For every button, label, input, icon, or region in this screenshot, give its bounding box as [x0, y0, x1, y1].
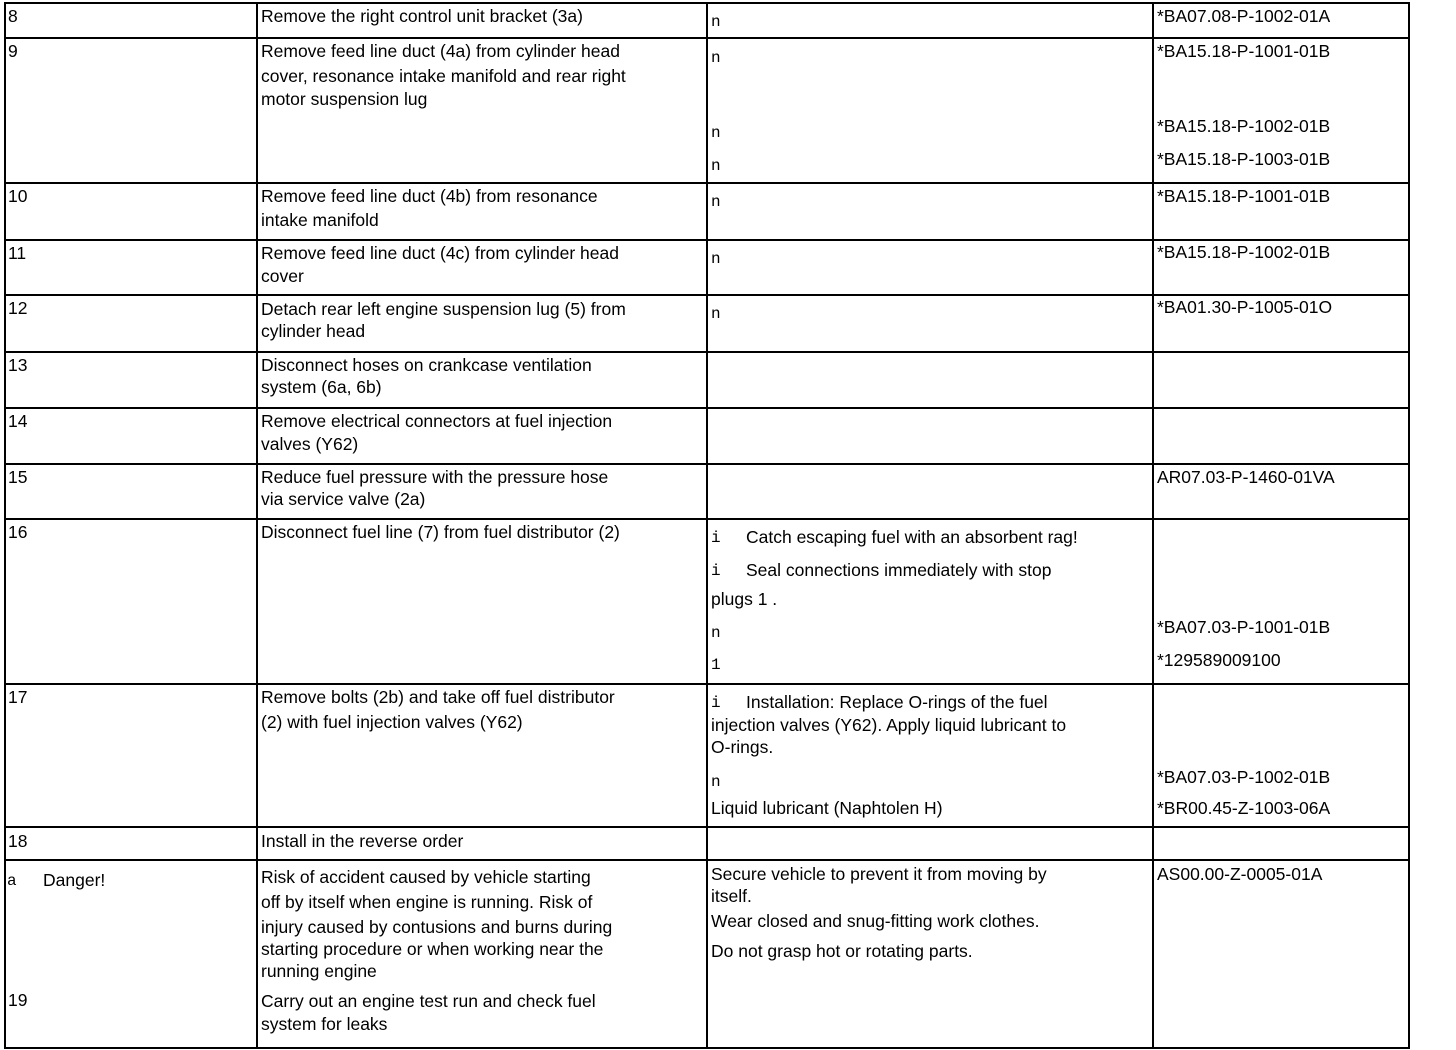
- operation-text: Remove bolts (2b) and take off fuel distributor: [261, 687, 615, 707]
- note-text: injection valves (Y62). Apply liquid lubricant to: [711, 715, 1067, 735]
- step-number: 13: [8, 355, 28, 375]
- danger-measure-text: itself.: [711, 886, 752, 906]
- table-row: [5, 684, 1409, 827]
- info-icon: i: [711, 694, 721, 712]
- step-number: 16: [8, 522, 28, 542]
- table-row: [5, 827, 1409, 860]
- note-symbol: n: [711, 773, 721, 791]
- operation-text: Remove electrical connectors at fuel injection: [261, 411, 613, 431]
- danger-risk-text: injury caused by contusions and burns during: [261, 917, 613, 937]
- operation-text: cover, resonance intake manifold and rear right: [261, 66, 626, 86]
- operation-text: Reduce fuel pressure with the pressure hose: [261, 467, 609, 487]
- table-row: [5, 408, 1409, 464]
- note-text: Installation: Replace O-rings of the fuel: [746, 692, 1048, 712]
- note-symbol: n: [711, 13, 721, 31]
- operation-text: Detach rear left engine suspension lug (5) from: [261, 299, 626, 319]
- reference-link[interactable]: AR07.03-P-1460-01VA: [1157, 467, 1335, 487]
- step-number: 11: [8, 243, 27, 263]
- note-symbol: n: [711, 124, 721, 142]
- table-row: [5, 295, 1409, 352]
- operation-text: (2) with fuel injection valves (Y62): [261, 712, 523, 732]
- operation-text: intake manifold: [261, 210, 379, 230]
- operation-text: via service valve (2a): [261, 489, 426, 509]
- note-text: Catch escaping fuel with an absorbent rag!: [746, 527, 1078, 547]
- note-symbol: 1: [711, 656, 721, 674]
- table-row: [5, 3, 1409, 38]
- reference-link[interactable]: *BA01.30-P-1005-01O: [1157, 297, 1333, 317]
- operation-text: Disconnect fuel line (7) from fuel distributor (2): [261, 522, 620, 542]
- reference-link[interactable]: *BA15.18-P-1003-01B: [1157, 149, 1331, 169]
- operation-text: Remove feed line duct (4b) from resonance: [261, 186, 598, 206]
- warning-icon: a: [7, 872, 17, 890]
- operation-text: Install in the reverse order: [261, 831, 464, 851]
- note-symbol: n: [711, 305, 721, 323]
- reference-link[interactable]: *BA07.03-P-1002-01B: [1157, 767, 1331, 787]
- note-text: plugs 1 .: [711, 589, 778, 609]
- step-number: 18: [8, 831, 28, 851]
- operation-text: system (6a, 6b): [261, 377, 382, 397]
- operation-text: Remove feed line duct (4c) from cylinder head: [261, 243, 619, 263]
- table-row: [5, 860, 1409, 1048]
- danger-risk-text: starting procedure or when working near the: [261, 939, 604, 959]
- reference-link[interactable]: *BA15.18-P-1002-01B: [1157, 242, 1331, 262]
- table-row: [5, 519, 1409, 684]
- note-symbol: n: [711, 250, 721, 268]
- operation-text: Carry out an engine test run and check fuel: [261, 991, 596, 1011]
- reference-link[interactable]: *129589009100: [1157, 650, 1281, 670]
- table-row: [5, 240, 1409, 295]
- note-text: Liquid lubricant (Naphtolen H): [711, 798, 943, 818]
- step-number: 10: [8, 186, 28, 206]
- step-number: 9: [8, 41, 18, 61]
- note-symbol: n: [711, 157, 721, 175]
- operation-text: cover: [261, 266, 304, 286]
- reference-link[interactable]: *BA07.03-P-1001-01B: [1157, 617, 1331, 637]
- table-row: [5, 352, 1409, 408]
- danger-label: Danger!: [43, 870, 106, 890]
- note-text: Seal connections immediately with stop: [746, 560, 1052, 580]
- operation-text: cylinder head: [261, 321, 366, 341]
- danger-risk-text: Risk of accident caused by vehicle starting: [261, 867, 591, 887]
- reference-link[interactable]: *BR00.45-Z-1003-06A: [1157, 798, 1331, 818]
- note-symbol: n: [711, 49, 721, 67]
- table-row: [5, 38, 1409, 183]
- info-icon: i: [711, 529, 721, 547]
- step-number: 19: [8, 990, 28, 1010]
- reference-link[interactable]: *BA15.18-P-1002-01B: [1157, 116, 1331, 136]
- reference-link[interactable]: *BA15.18-P-1001-01B: [1157, 186, 1331, 206]
- operation-text: Remove the right control unit bracket (3a): [261, 6, 583, 26]
- operation-text: Disconnect hoses on crankcase ventilation: [261, 355, 592, 375]
- operation-text: Remove feed line duct (4a) from cylinder head: [261, 41, 620, 61]
- operation-text: motor suspension lug: [261, 89, 428, 109]
- info-icon: i: [711, 562, 721, 580]
- operation-text: valves (Y62): [261, 434, 359, 454]
- step-number: 12: [8, 298, 28, 318]
- note-symbol: n: [711, 624, 721, 642]
- danger-measure-text: Do not grasp hot or rotating parts.: [711, 941, 973, 961]
- step-number: 17: [8, 687, 28, 707]
- table-row: [5, 464, 1409, 519]
- operation-text: system for leaks: [261, 1014, 388, 1034]
- reference-link[interactable]: *BA07.08-P-1002-01A: [1157, 6, 1331, 26]
- reference-link[interactable]: *BA15.18-P-1001-01B: [1157, 41, 1331, 61]
- step-number: 8: [8, 6, 18, 26]
- danger-risk-text: off by itself when engine is running. Risk of: [261, 892, 593, 912]
- reference-link[interactable]: AS00.00-Z-0005-01A: [1157, 864, 1323, 884]
- danger-measure-text: Wear closed and snug-fitting work clothes.: [711, 911, 1040, 931]
- danger-measure-text: Secure vehicle to prevent it from moving by: [711, 864, 1047, 884]
- step-number: 15: [8, 467, 28, 487]
- step-number: 14: [8, 411, 28, 431]
- note-symbol: n: [711, 193, 721, 211]
- danger-risk-text: running engine: [261, 961, 377, 981]
- table-row: [5, 183, 1409, 240]
- procedure-table: [4, 2, 1410, 1049]
- note-text: O-rings.: [711, 737, 774, 757]
